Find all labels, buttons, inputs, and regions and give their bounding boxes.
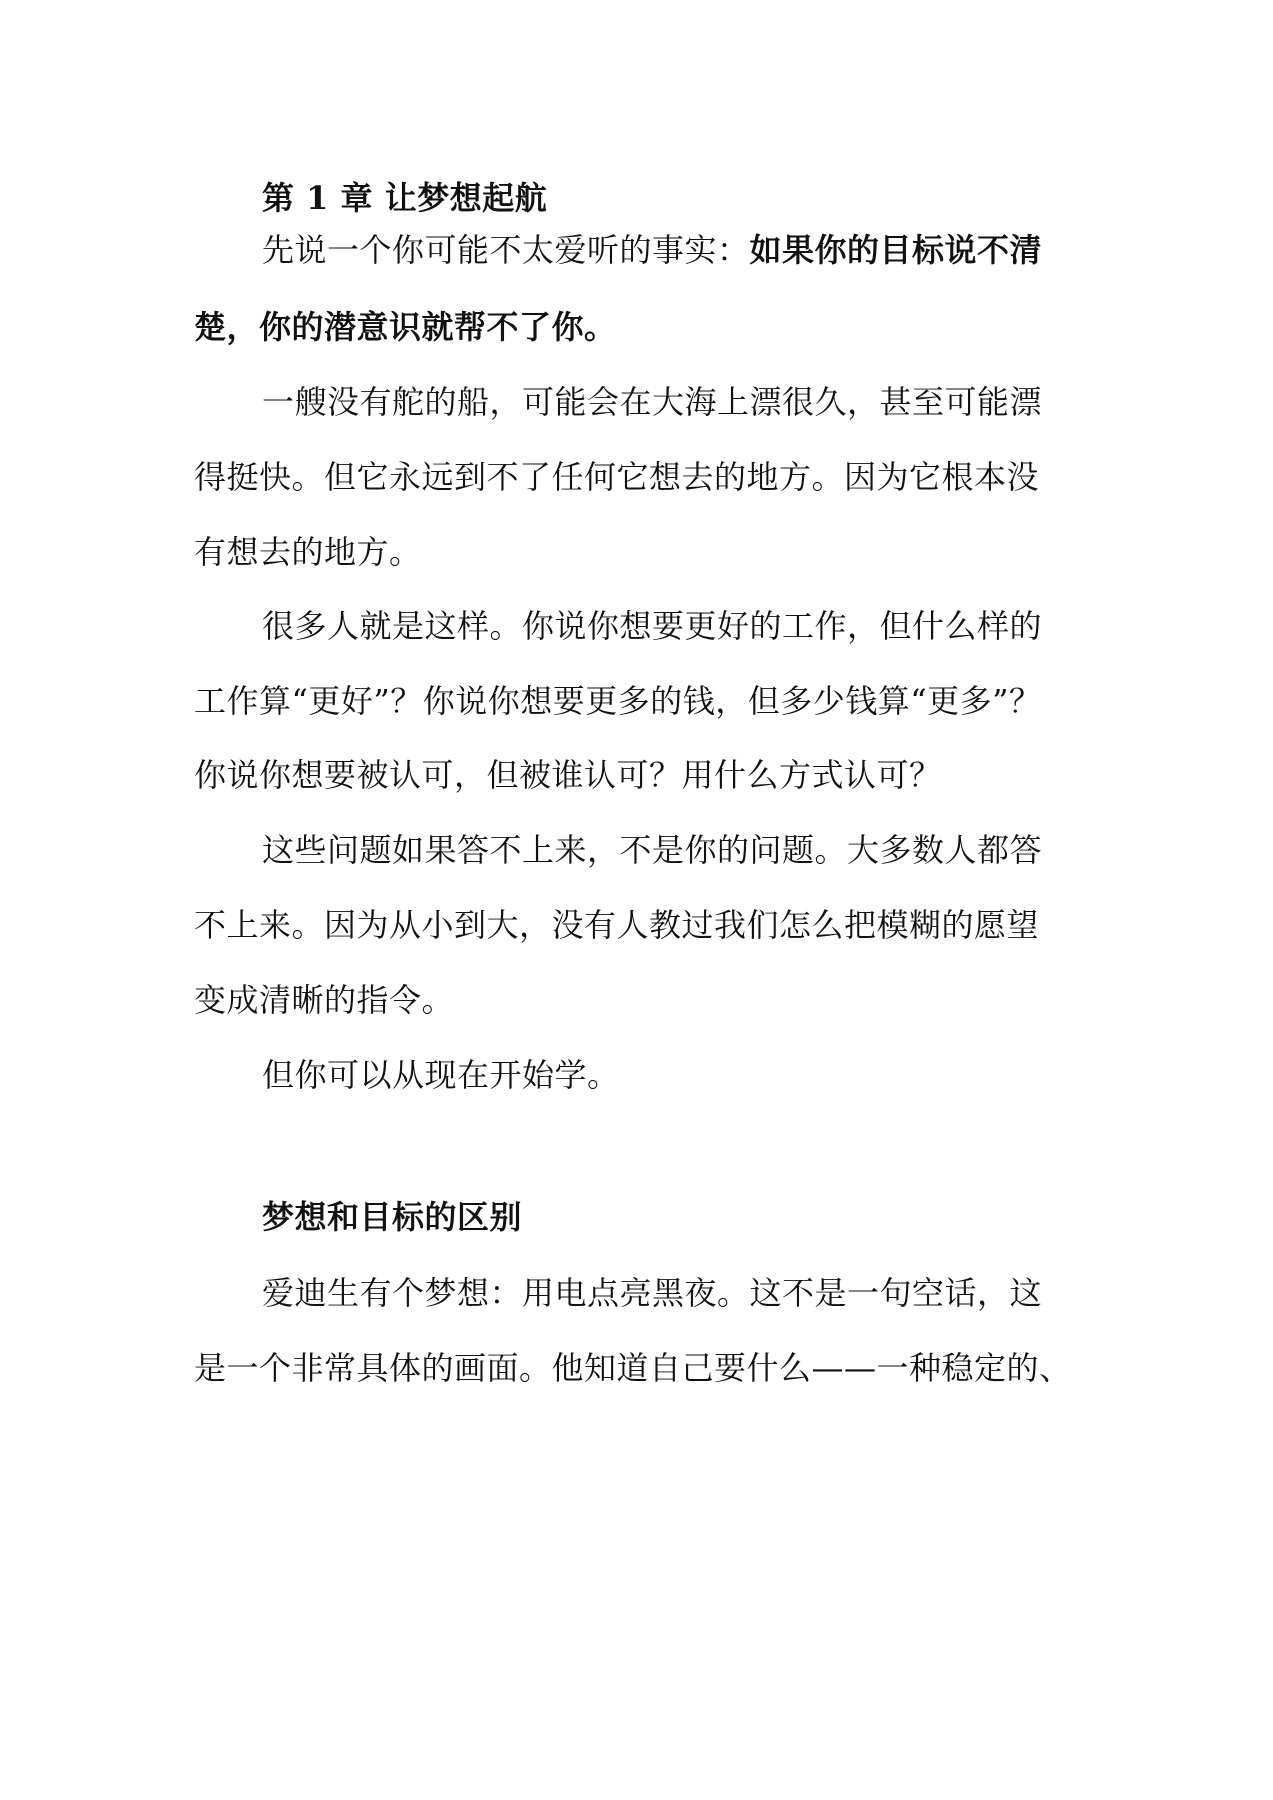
paragraph-4-line-1: 这些问题如果答不上来，不是你的问题。大多数人都答 bbox=[262, 831, 1043, 869]
paragraph-2-line-3: 有想去的地方。 bbox=[194, 533, 422, 571]
paragraph-4-line-2: 不上来。因为从小到大，没有人教过我们怎么把模糊的愿望 bbox=[194, 906, 1040, 944]
paragraph-2-line-1: 一艘没有舵的船，可能会在大海上漂很久，甚至可能漂 bbox=[262, 383, 1043, 421]
paragraph-1-line-2: 楚，你的潜意识就帮不了你。 bbox=[194, 308, 617, 346]
paragraph-4-line-3: 变成清晰的指令。 bbox=[194, 981, 455, 1019]
paragraph-3-line-1: 很多人就是这样。你说你想要更好的工作，但什么样的 bbox=[262, 607, 1043, 645]
section-heading: 梦想和目标的区别 bbox=[262, 1198, 523, 1236]
paragraph-5-line-1: 但你可以从现在开始学。 bbox=[262, 1056, 620, 1094]
paragraph-1-normal-text: 先说一个你可能不太爱听的事实： bbox=[262, 231, 750, 269]
paragraph-3-line-3: 你说你想要被认可，但被谁认可？用什么方式认可？ bbox=[194, 756, 942, 794]
paragraph-6-line-1: 爱迪生有个梦想：用电点亮黑夜。这不是一句空话，这 bbox=[262, 1274, 1043, 1312]
paragraph-1-line-1 bbox=[262, 230, 1042, 270]
paragraph-6-line-2: 是一个非常具体的画面。他知道自己要什么——一种稳定的、 bbox=[194, 1349, 1072, 1387]
chapter-heading: 第 1 章 让梦想起航 bbox=[262, 179, 548, 217]
paragraph-1-bold-text: 如果你的目标说不清 bbox=[749, 231, 1043, 269]
paragraph-3-line-2: 工作算“更好”？你说你想要更多的钱，但多少钱算“更多”？ bbox=[194, 682, 1042, 720]
paragraph-2-line-2: 得挺快。但它永远到不了任何它想去的地方。因为它根本没 bbox=[194, 458, 1040, 496]
